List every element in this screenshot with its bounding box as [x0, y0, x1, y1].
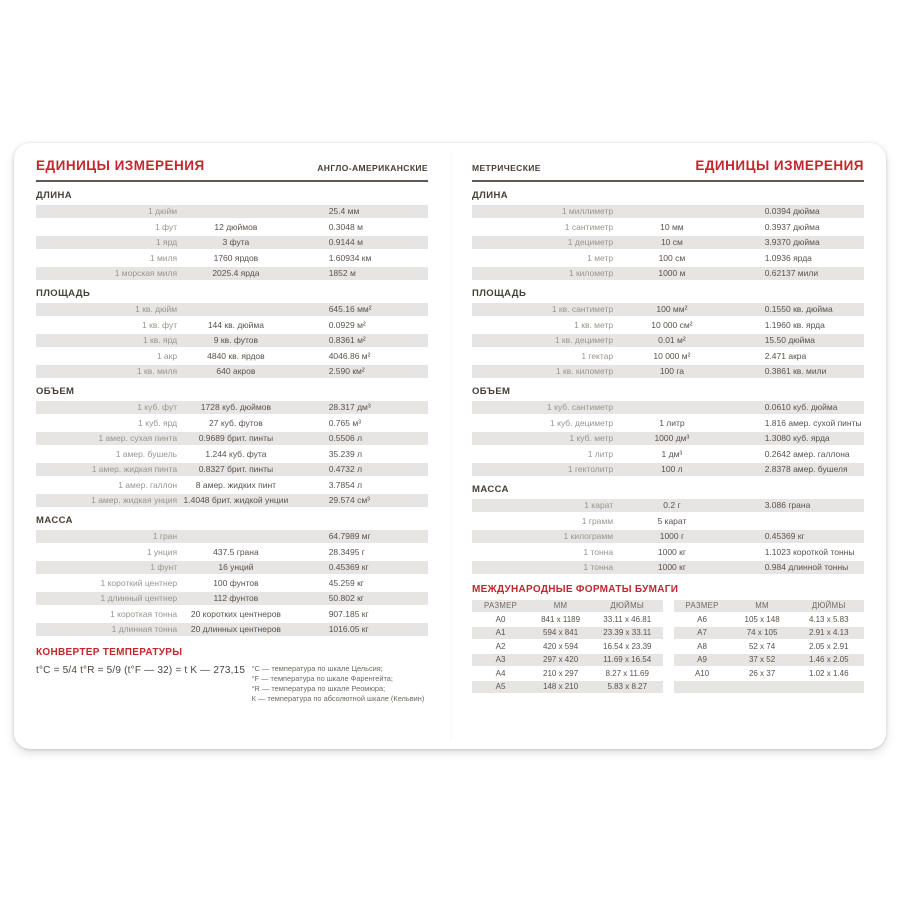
paper-table-row — [674, 641, 865, 653]
unit-value: 3.7854 л — [328, 479, 363, 490]
unit-equivalent: 10 000 см² — [651, 319, 693, 330]
planner-spread — [14, 143, 886, 749]
temperature-note: °R — температура по шкале Реомюра; — [251, 684, 386, 693]
units-section — [472, 288, 864, 378]
unit-name: 1 морская миля — [114, 268, 178, 278]
table-row — [36, 350, 428, 363]
page-title: ЕДИНИЦЫ ИЗМЕРЕНИЯ — [36, 158, 205, 173]
table-row — [36, 494, 428, 507]
unit-name: 1 амер. бушель — [115, 448, 178, 459]
table-row — [36, 577, 428, 590]
unit-equivalent: 10 000 м² — [653, 350, 691, 361]
paper-mm: 26 x 37 — [748, 668, 776, 678]
unit-value: 0.3048 м — [328, 221, 363, 232]
table-row — [472, 365, 864, 378]
unit-value: 0.984 длинной тонны — [764, 562, 849, 572]
table-row — [472, 350, 864, 363]
unit-value: 64.7989 мг — [328, 531, 371, 541]
unit-name: 1 гран — [152, 531, 178, 541]
unit-value: 3.9370 дюйма — [764, 237, 820, 247]
unit-value: 0.2642 амер. галлона — [764, 448, 850, 459]
paper-column-header: ММ — [553, 601, 568, 610]
paper-mm: 52 x 74 — [748, 641, 776, 651]
paper-mm: 37 x 52 — [748, 655, 776, 664]
unit-equivalent: 0.9689 брит. пинты — [198, 433, 274, 443]
unit-equivalent: 20 длинных центнеров — [190, 624, 281, 634]
unit-equivalent: 100 л — [661, 464, 683, 474]
unit-value: 28.317 дм³ — [328, 402, 371, 412]
table-row — [36, 546, 428, 559]
unit-name: 1 кв. метр — [574, 319, 614, 330]
unit-equivalent: 100 га — [659, 366, 684, 376]
unit-equivalent: 100 фунтов — [213, 577, 259, 588]
table-row — [472, 267, 864, 280]
unit-equivalent: 8 амер. жидких пинт — [195, 479, 277, 490]
unit-equivalent: 640 акров — [216, 366, 256, 376]
paper-table-row — [674, 627, 865, 639]
paper-size: A7 — [697, 628, 707, 637]
units-section — [36, 386, 428, 507]
unit-value: 2.590 км² — [328, 366, 365, 376]
table-row — [36, 252, 428, 265]
paper-column-header: РАЗМЕР — [483, 601, 518, 610]
unit-name: 1 амер. сухая пинта — [98, 433, 178, 443]
table-row — [472, 252, 864, 265]
paper-size: A0 — [495, 614, 506, 624]
table-row — [36, 221, 428, 234]
page-left — [14, 143, 450, 749]
unit-name: 1 амер. жидкая унция — [91, 495, 178, 505]
paper-inches: 11.69 x 16.54 — [603, 655, 652, 664]
unit-value: 0.1550 кв. дюйма — [764, 304, 833, 314]
paper-mm: 594 x 841 — [543, 628, 579, 637]
unit-value: 1016.05 кг — [328, 624, 369, 634]
unit-value: 907.185 кг — [328, 608, 369, 619]
table-row — [472, 448, 864, 461]
unit-name: 1 акр — [156, 350, 178, 361]
paper-size: A3 — [495, 655, 506, 664]
unit-value: 0.3861 кв. мили — [764, 366, 827, 376]
paper-table-row — [674, 668, 865, 680]
unit-equivalent: 16 унций — [218, 562, 254, 572]
paper-size: A6 — [697, 614, 707, 624]
table-row — [36, 205, 428, 218]
table-row — [472, 530, 864, 543]
unit-equivalent: 9 кв. футов — [213, 335, 259, 345]
page-header — [472, 158, 864, 182]
unit-name: 1 куб. фут — [137, 402, 178, 412]
temperature-note: °C — температура по шкале Цельсия; — [251, 664, 383, 673]
table-row — [472, 417, 864, 430]
table-row — [472, 319, 864, 332]
unit-value: 0.45369 кг — [328, 562, 369, 572]
table-row — [36, 608, 428, 621]
unit-equivalent: 0.2 г — [663, 500, 681, 510]
unit-name: 1 тонна — [583, 562, 614, 572]
paper-inches: 33.11 x 46.81 — [603, 614, 652, 624]
paper-inches: 16.54 x 23.39 — [603, 641, 652, 651]
table-row — [472, 221, 864, 234]
unit-value: 1852 м — [328, 268, 356, 278]
unit-equivalent — [613, 205, 731, 218]
table-row — [36, 432, 428, 445]
unit-name: 1 гектар — [581, 350, 614, 361]
temperature-notes — [252, 664, 428, 704]
table-row — [36, 401, 428, 414]
table-row — [36, 448, 428, 461]
paper-table-row — [472, 668, 663, 680]
unit-equivalent — [177, 205, 295, 218]
section-title: ОБЪЕМ — [472, 386, 511, 397]
unit-name: 1 кв. фут — [142, 319, 178, 330]
paper-size: A5 — [495, 682, 506, 691]
unit-equivalent: 100 мм² — [656, 304, 688, 314]
unit-value: 50.802 кг — [328, 593, 364, 603]
unit-name: 1 фут — [154, 221, 178, 232]
unit-value: 0.0610 куб. дюйма — [764, 402, 838, 412]
unit-equivalent: 2025.4 ярда — [212, 268, 260, 278]
paper-mm: 297 x 420 — [543, 655, 579, 664]
paper-table-row — [674, 681, 865, 693]
paper-mm — [731, 681, 794, 693]
unit-equivalent: 144 кв. дюйма — [207, 319, 264, 330]
unit-value: 35.239 л — [328, 448, 363, 459]
unit-equivalent: 1000 кг — [657, 562, 686, 572]
section-title: ПЛОЩАДЬ — [472, 288, 527, 299]
units-sections-right — [472, 190, 864, 574]
unit-equivalent: 1728 куб. дюймов — [200, 402, 271, 412]
paper-table-row — [472, 654, 663, 666]
unit-equivalent: 4840 кв. ярдов — [207, 350, 265, 361]
unit-value — [731, 515, 864, 528]
unit-equivalent: 437.5 грана — [213, 546, 259, 557]
unit-name: 1 грамм — [581, 515, 614, 526]
unit-value: 0.9144 м — [328, 237, 363, 247]
unit-value: 0.4732 л — [328, 464, 363, 474]
unit-name: 1 миллиметр — [561, 206, 614, 216]
paper-column-header: ДЮЙМЫ — [610, 601, 645, 610]
unit-name: 1 миля — [149, 252, 178, 263]
unit-name: 1 амер. жидкая пинта — [91, 464, 178, 474]
table-row — [36, 365, 428, 378]
unit-name: 1 литр — [587, 448, 614, 459]
paper-table-row — [472, 641, 663, 653]
table-row — [472, 334, 864, 347]
table-row — [36, 592, 428, 605]
paper-formats-tables — [472, 600, 864, 695]
paper-table-a6-a10 — [674, 600, 865, 695]
unit-name: 1 метр — [587, 252, 614, 263]
table-row — [36, 267, 428, 280]
unit-name: 1 кв. километр — [555, 366, 614, 376]
unit-value: 645.16 мм² — [328, 304, 372, 314]
paper-column-header: РАЗМЕР — [685, 601, 719, 610]
table-row — [36, 479, 428, 492]
temperature-content — [36, 664, 428, 704]
unit-equivalent: 10 см — [660, 237, 683, 247]
unit-name: 1 дециметр — [567, 237, 614, 247]
paper-formats — [472, 584, 864, 695]
unit-name: 1 тонна — [583, 546, 614, 557]
unit-name: 1 карат — [584, 500, 614, 510]
unit-value: 0.3937 дюйма — [764, 221, 820, 232]
section-title: ДЛИНА — [36, 190, 72, 201]
unit-value: 45.259 кг — [328, 577, 364, 588]
section-title: ПЛОЩАДЬ — [36, 288, 91, 299]
section-title: МАССА — [36, 515, 73, 526]
paper-inches: 4.13 x 5.83 — [808, 614, 849, 624]
table-row — [472, 236, 864, 249]
unit-value: 0.62137 мили — [764, 268, 819, 278]
unit-equivalent: 10 мм — [660, 221, 684, 232]
unit-value: 1.3080 куб. ярда — [764, 433, 830, 443]
unit-name: 1 кв. миля — [136, 366, 178, 376]
temperature-title: КОНВЕРТЕР ТЕМПЕРАТУРЫ — [36, 647, 183, 658]
temperature-note: К — температура по абсолютной шкале (Кельвин) — [251, 694, 425, 703]
paper-inches — [794, 681, 864, 693]
paper-column-header: ММ — [755, 601, 769, 610]
unit-name: 1 куб. дециметр — [550, 417, 614, 428]
unit-value: 15.50 дюйма — [764, 335, 815, 345]
table-row — [472, 515, 864, 528]
paper-size: A9 — [697, 655, 707, 664]
unit-value: 25.4 мм — [328, 206, 360, 216]
paper-table-row — [472, 627, 663, 639]
page-header — [36, 158, 428, 182]
unit-equivalent: 3 фута — [222, 237, 250, 247]
section-title: ОБЪЕМ — [36, 386, 75, 397]
table-row — [36, 623, 428, 636]
paper-size — [674, 681, 731, 693]
unit-equivalent: 27 куб. футов — [209, 417, 263, 428]
unit-value: 1.1023 короткой тонны — [764, 546, 855, 557]
unit-value: 0.765 м³ — [328, 417, 362, 428]
units-section — [472, 484, 864, 574]
paper-inches: 5.83 x 8.27 — [607, 682, 648, 691]
unit-name: 1 килограмм — [563, 531, 614, 541]
unit-name: 1 длинная тонна — [111, 624, 178, 634]
paper-formats-title: МЕЖДУНАРОДНЫЕ ФОРМАТЫ БУМАГИ — [472, 584, 679, 595]
paper-mm: 105 x 148 — [744, 614, 780, 624]
units-section — [472, 386, 864, 476]
unit-value: 3.086 грана — [764, 500, 811, 510]
paper-mm: 420 x 594 — [543, 641, 579, 651]
unit-value: 1.816 амер. сухой пинты — [764, 417, 862, 428]
paper-table-row — [674, 654, 865, 666]
unit-equivalent: 1000 дм³ — [654, 433, 690, 443]
paper-inches: 2.05 x 2.91 — [808, 641, 849, 651]
table-row — [472, 561, 864, 574]
paper-inches: 1.02 x 1.46 — [808, 668, 849, 678]
unit-value: 2.471 акра — [764, 350, 807, 361]
unit-equivalent: 0.8327 брит. пинты — [198, 464, 274, 474]
unit-equivalent: 1.244 куб. фута — [205, 448, 267, 459]
unit-name: 1 кв. ярд — [142, 335, 178, 345]
paper-header-row — [674, 600, 865, 612]
page-right — [450, 143, 886, 749]
temperature-note: °F — температура по шкале Фаренгейта; — [251, 674, 393, 683]
table-row — [472, 432, 864, 445]
paper-inches: 1.46 x 2.05 — [808, 655, 849, 664]
temperature-converter — [36, 647, 428, 704]
units-section — [36, 288, 428, 378]
unit-name: 1 гектолитр — [567, 464, 614, 474]
paper-size: A1 — [495, 628, 506, 637]
unit-equivalent: 1000 м — [658, 268, 686, 278]
unit-name: 1 километр — [568, 268, 614, 278]
paper-table-row — [472, 614, 663, 626]
page-title: ЕДИНИЦЫ ИЗМЕРЕНИЯ — [695, 158, 864, 173]
paper-mm: 841 x 1189 — [541, 614, 581, 624]
table-row — [472, 401, 864, 414]
unit-equivalent: 1 литр — [659, 417, 685, 428]
paper-table-row — [472, 681, 663, 693]
unit-name: 1 фунт — [150, 562, 178, 572]
paper-header-row — [472, 600, 663, 612]
unit-equivalent: 12 дюймов — [214, 221, 258, 232]
paper-mm: 148 x 210 — [543, 682, 579, 691]
paper-mm: 210 x 297 — [543, 668, 579, 678]
units-section — [36, 190, 428, 280]
paper-size: A4 — [495, 668, 506, 678]
unit-name: 1 куб. метр — [569, 433, 614, 443]
unit-name: 1 кв. сантиметр — [551, 304, 614, 314]
unit-value: 4046.86 м² — [328, 350, 371, 361]
table-row — [36, 236, 428, 249]
paper-inches: 2.91 x 4.13 — [808, 628, 849, 637]
table-row — [472, 463, 864, 476]
unit-name: 1 длинный центнер — [100, 593, 178, 603]
unit-equivalent: 1000 г — [659, 531, 685, 541]
unit-value: 28.3495 г — [328, 546, 365, 557]
paper-size: A10 — [694, 668, 710, 678]
unit-value: 29.574 см³ — [328, 495, 370, 505]
units-section — [36, 515, 428, 636]
table-row — [36, 319, 428, 332]
unit-name: 1 короткая тонна — [110, 608, 178, 619]
paper-mm: 74 x 105 — [746, 628, 778, 637]
unit-name: 1 сантиметр — [564, 221, 614, 232]
table-row — [36, 303, 428, 316]
unit-value: 0.5506 л — [328, 433, 363, 443]
unit-name: 1 кв. дюйм — [135, 304, 178, 314]
unit-equivalent: 0.01 м² — [658, 335, 686, 345]
paper-inches: 8.27 x 11.69 — [605, 668, 649, 678]
unit-equivalent: 100 см — [658, 252, 686, 263]
unit-value: 0.0394 дюйма — [764, 206, 820, 216]
paper-size: A8 — [697, 641, 707, 651]
unit-value: 0.8361 м² — [328, 335, 366, 345]
unit-value: 0.45369 кг — [764, 531, 805, 541]
unit-equivalent — [613, 401, 731, 414]
unit-name: 1 короткий центнер — [100, 577, 178, 588]
section-title: МАССА — [472, 484, 509, 495]
section-title: ДЛИНА — [472, 190, 508, 201]
unit-value: 2.8378 амер. бушеля — [764, 464, 848, 474]
unit-equivalent: 1000 кг — [657, 546, 686, 557]
units-section — [472, 190, 864, 280]
paper-table-row — [674, 614, 865, 626]
unit-name: 1 куб. сантиметр — [547, 402, 614, 412]
unit-equivalent: 1760 ярдов — [213, 252, 259, 263]
table-row — [36, 463, 428, 476]
unit-name: 1 унция — [146, 546, 178, 557]
temperature-formula: t°C = 5/4 t°R = 5/9 (t°F — 32) = t K — 273,15 — [36, 665, 246, 676]
unit-equivalent — [177, 530, 295, 543]
unit-value: 1.0936 ярда — [764, 252, 812, 263]
paper-column-header: ДЮЙМЫ — [811, 601, 846, 610]
units-sections-left — [36, 190, 428, 636]
unit-name: 1 ярд — [155, 237, 178, 247]
unit-value: 1.60934 км — [328, 252, 372, 263]
paper-table-a0-a5 — [472, 600, 663, 695]
unit-equivalent: 20 коротких центнеров — [190, 608, 281, 619]
unit-name: 1 куб. ярд — [138, 417, 178, 428]
table-row — [472, 499, 864, 512]
table-row — [472, 546, 864, 559]
table-row — [472, 303, 864, 316]
unit-equivalent: 112 фунтов — [213, 593, 259, 603]
page-subtitle: МЕТРИЧЕСКИЕ — [472, 163, 541, 173]
table-row — [472, 205, 864, 218]
table-row — [36, 417, 428, 430]
unit-name: 1 кв. дециметр — [554, 335, 614, 345]
unit-equivalent — [177, 303, 295, 316]
unit-equivalent: 1.4048 брит. жидкой унции — [183, 495, 289, 505]
page-subtitle: АНГЛО-АМЕРИКАНСКИЕ — [317, 163, 428, 173]
unit-value: 0.0929 м² — [328, 319, 366, 330]
table-row — [36, 334, 428, 347]
paper-inches: 23.39 x 33.11 — [603, 628, 652, 637]
unit-name: 1 амер. галлон — [118, 479, 178, 490]
paper-size: A2 — [495, 641, 506, 651]
unit-value: 1.1960 кв. ярда — [764, 319, 825, 330]
unit-equivalent: 5 карат — [657, 515, 687, 526]
unit-equivalent: 1 дм³ — [661, 448, 683, 459]
table-row — [36, 561, 428, 574]
table-row — [36, 530, 428, 543]
unit-name: 1 дюйм — [148, 206, 178, 216]
